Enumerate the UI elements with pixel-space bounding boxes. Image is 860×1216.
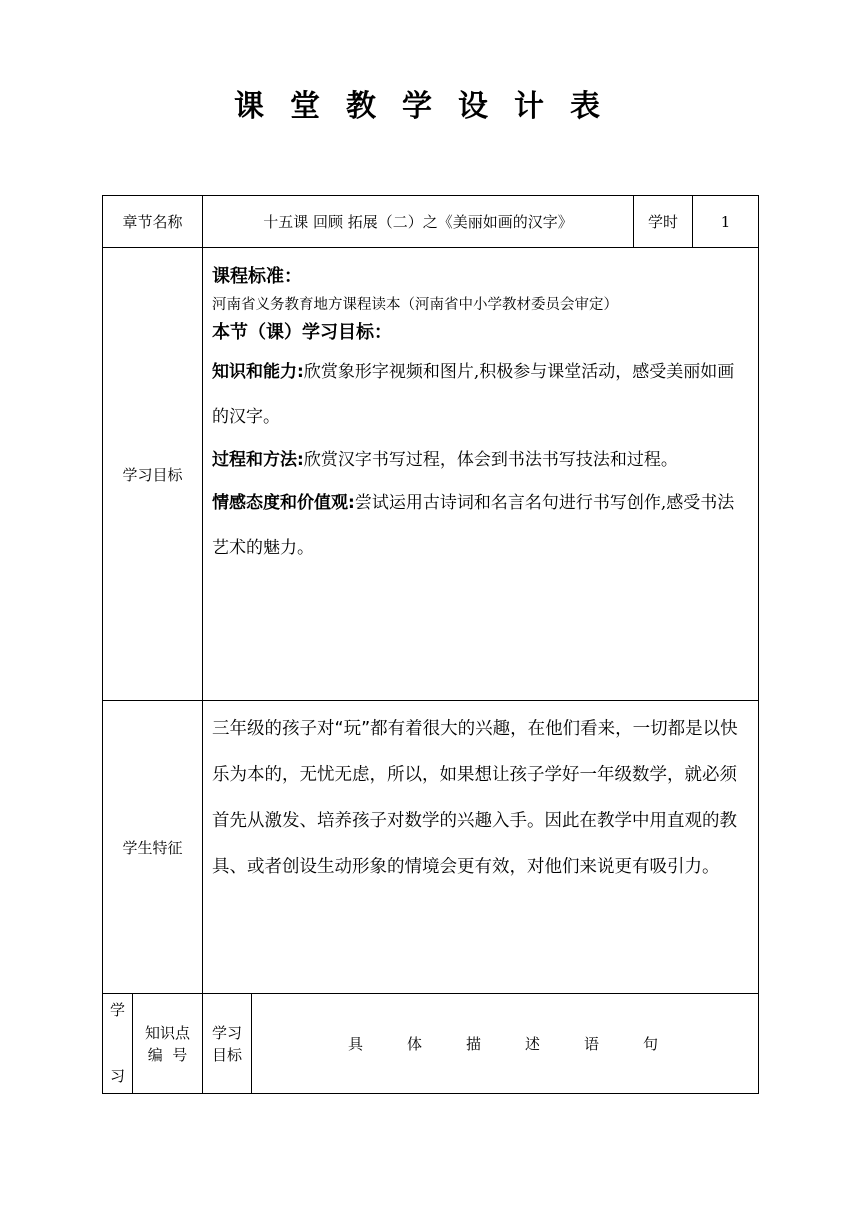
standard-title: 课程标准： [212,266,303,287]
process-goal [212,438,750,483]
standard-text: 河南省义务教育地方课程读本（河南省中小学教材委员会审定） [212,297,619,313]
student-label: 学生特征 [103,701,203,994]
knowledge-goal-label: 知识和能力: [212,362,304,382]
knowledge-point-header [133,994,203,1094]
vertical-label-char-2: 习 [109,1067,125,1085]
section-goal-title: 本节（课）学习目标： [212,322,393,343]
emotion-goal-label: 情感态度和价值观: [212,493,355,513]
knowledge-goal [212,350,750,440]
description-header-row [103,994,759,1094]
goals-label: 学习目标 [103,248,203,701]
emotion-goal-text: 尝试运用古诗词和名言名句进行书写创作,感受书法艺术的魅力。 [212,493,735,558]
student-content [203,701,759,994]
emotion-goal [212,481,750,571]
goals-row [103,248,759,701]
description-header: 具体描述语句 [252,994,759,1094]
student-text: 三年级的孩子对“玩”都有着很大的兴趣，在他们看来，一切都是以快乐为本的，无忧无虑，所以，如果想让孩子学好一年级数学，就必须首先从激发、培养孩子对数学的兴趣入手。因此在教学中用直观的教具、或者创设生动形象的情境会更有效，对他们来说更有吸引力。 [212,719,738,877]
hours-value: 1 [693,196,759,248]
chapter-row [103,196,759,248]
goals-content [203,248,759,701]
process-goal-label: 过程和方法: [212,450,304,470]
bottom-vertical-label-cell [103,994,133,1094]
page-title: 课堂教学设计表 [234,89,626,124]
knowledge-point-label-2: 编 号 [147,1045,188,1064]
knowledge-point-label-1: 知识点 [145,1023,191,1042]
hours-label: 学时 [634,196,693,248]
process-goal-text: 欣赏汉字书写过程，体会到书法书写技法和过程。 [303,450,678,470]
chapter-label: 章节名称 [103,196,203,248]
learning-goal-label-1: 学习 [212,1023,243,1042]
learning-goal-label-2: 目标 [212,1045,243,1064]
student-row [103,701,759,994]
knowledge-goal-text: 欣赏象形字视频和图片,积极参与课堂活动，感受美丽如画的汉字。 [212,362,735,427]
learning-goal-header [203,994,252,1094]
chapter-value: 十五课 回顾 拓展（二）之《美丽如画的汉字》 [203,196,634,248]
vertical-label-char-1: 学 [109,1001,125,1019]
lesson-design-table [102,195,759,1094]
